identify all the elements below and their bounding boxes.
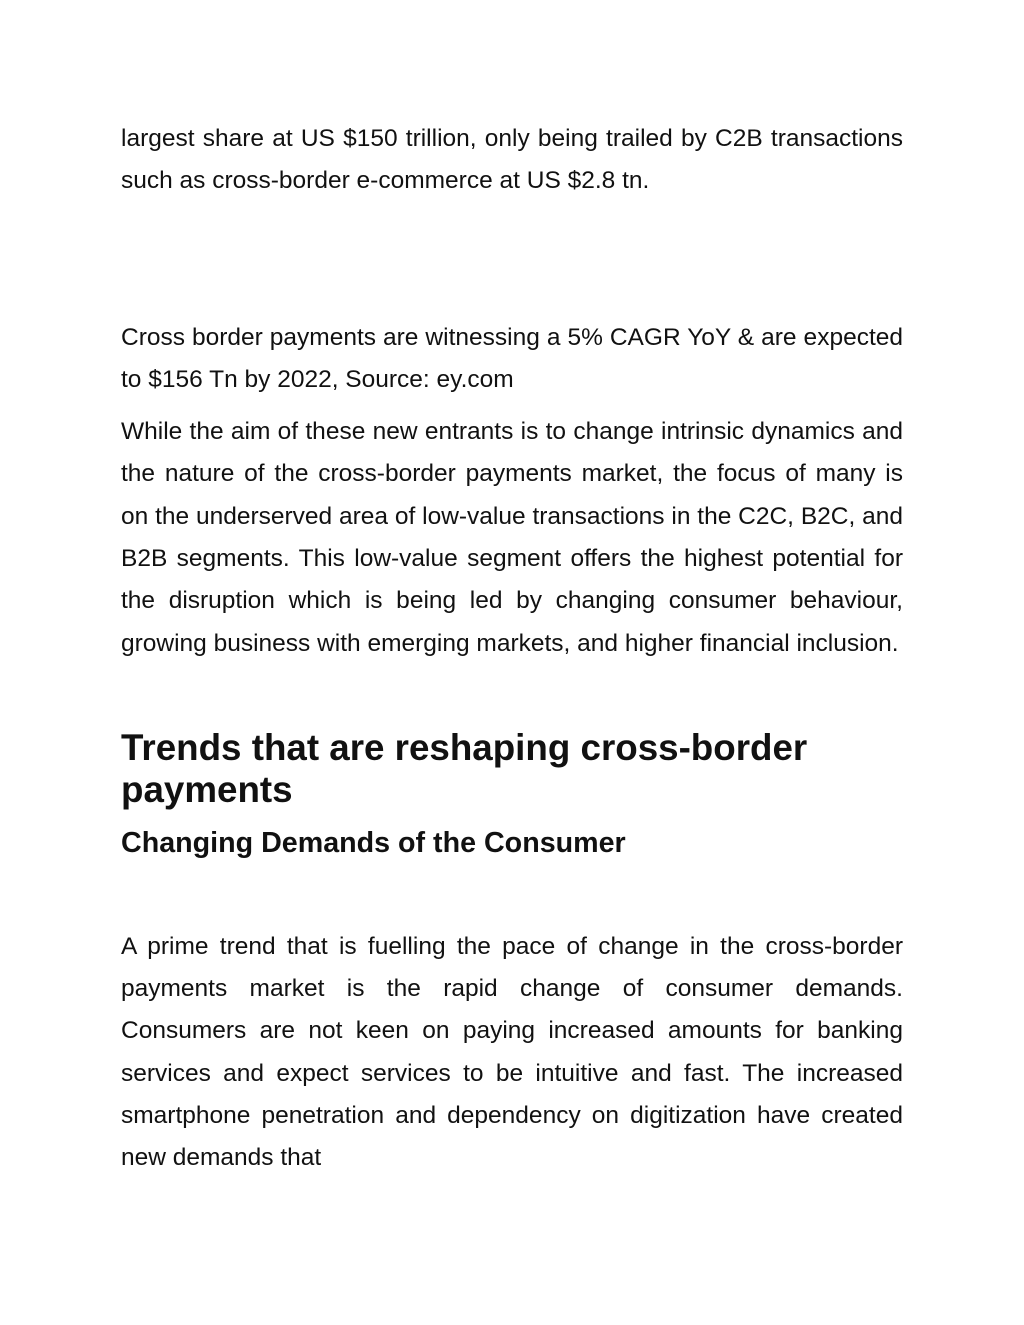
spacer [121,812,903,822]
spacer [121,665,903,727]
spacer [121,203,903,317]
spacer [121,401,903,411]
subsection-heading-consumer-demands: Changing Demands of the Consumer [121,826,626,859]
paragraph-largest-share: largest share at US $150 trillion, only being trailed by C2B transactions such as cross-border e-commerce at US $2.8 tn. [121,125,903,195]
paragraph-new-entrants: While the aim of these new entrants is to change intrinsic dynamics and the nature of the cross-border payments market, the focus of many is on the underserved area of low-value transactions in the C2C, B2C, and B2B segments. This low-value segment offers the highest potential for the disruption which is being led by changing consumer behaviour, growing business with emerging markets, and higher financial inclusion. [121,418,903,657]
section-heading-trends: Trends that are reshaping cross-border payments [121,726,808,811]
paragraph-cagr: Cross border payments are witnessing a 5% CAGR YoY & are expected to $156 Tn by 2022, Source: ey.com [121,323,903,393]
spacer [121,864,903,926]
paragraph-prime-trend: A prime trend that is fuelling the pace of change in the cross-border payments market is the rapid change of consumer demands. Consumers are not keen on paying increased amounts for banking services and expect services to be intuitive and fast. The increased smartphone penetration and dependency on digitization have created new demands that [121,932,903,1172]
document-body [121,118,903,1180]
